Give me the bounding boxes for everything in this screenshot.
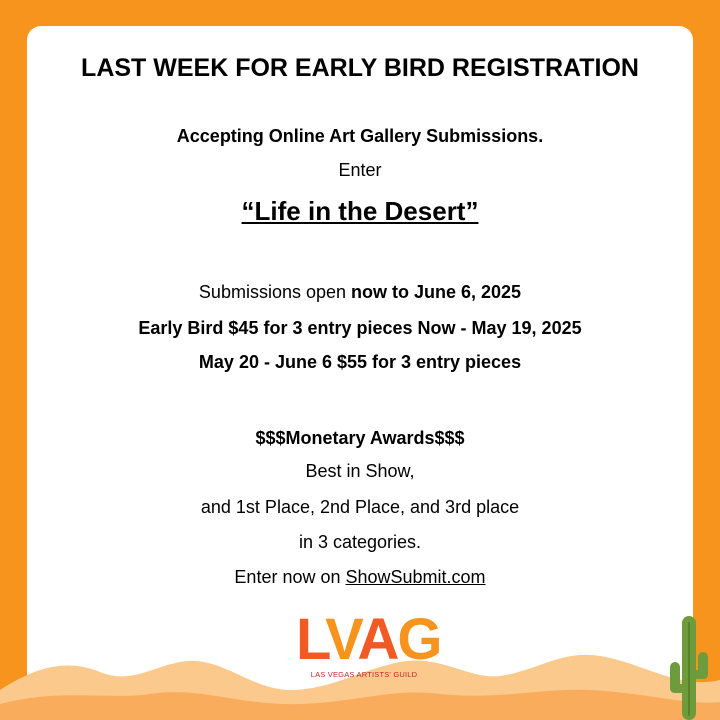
open-prefix: Submissions open: [198, 282, 352, 302]
logo-letter-v: V: [325, 607, 358, 672]
headline: LAST WEEK FOR EARLY BIRD REGISTRATION: [81, 54, 639, 82]
awards-heading: $$$Monetary Awards$$$: [255, 428, 465, 448]
logo-letter-g: G: [397, 607, 441, 672]
open-dates: now to June 6, 2025: [351, 282, 522, 302]
cactus-icon: [666, 616, 710, 720]
submissions-open-text: [0, 282, 720, 303]
logo-mark: [296, 607, 441, 672]
theme-title: “Life in the Desert”: [241, 196, 479, 226]
enter-now-prefix: Enter now on: [234, 567, 346, 587]
categories-text: in 3 categories.: [298, 532, 422, 552]
enter-text: Enter: [338, 160, 382, 180]
late-pricing: May 20 - June 6 $55 for 3 entry pieces: [198, 352, 522, 372]
logo-letter-l: L: [296, 607, 326, 672]
enter-now-text: [0, 567, 720, 588]
accepting-submissions-text: Accepting Online Art Gallery Submissions.: [176, 126, 544, 146]
places-text: and 1st Place, 2nd Place, and 3rd place: [200, 497, 520, 517]
showsubmit-link[interactable]: ShowSubmit.com: [345, 567, 486, 587]
logo-tagline: LAS VEGAS ARTISTS' GUILD: [310, 670, 418, 679]
lvag-logo: [296, 607, 441, 680]
early-bird-pricing: Early Bird $45 for 3 entry pieces Now - May 19, 2025: [138, 318, 582, 338]
best-in-show-text: Best in Show,: [305, 461, 415, 481]
logo-letter-a: A: [357, 607, 398, 672]
